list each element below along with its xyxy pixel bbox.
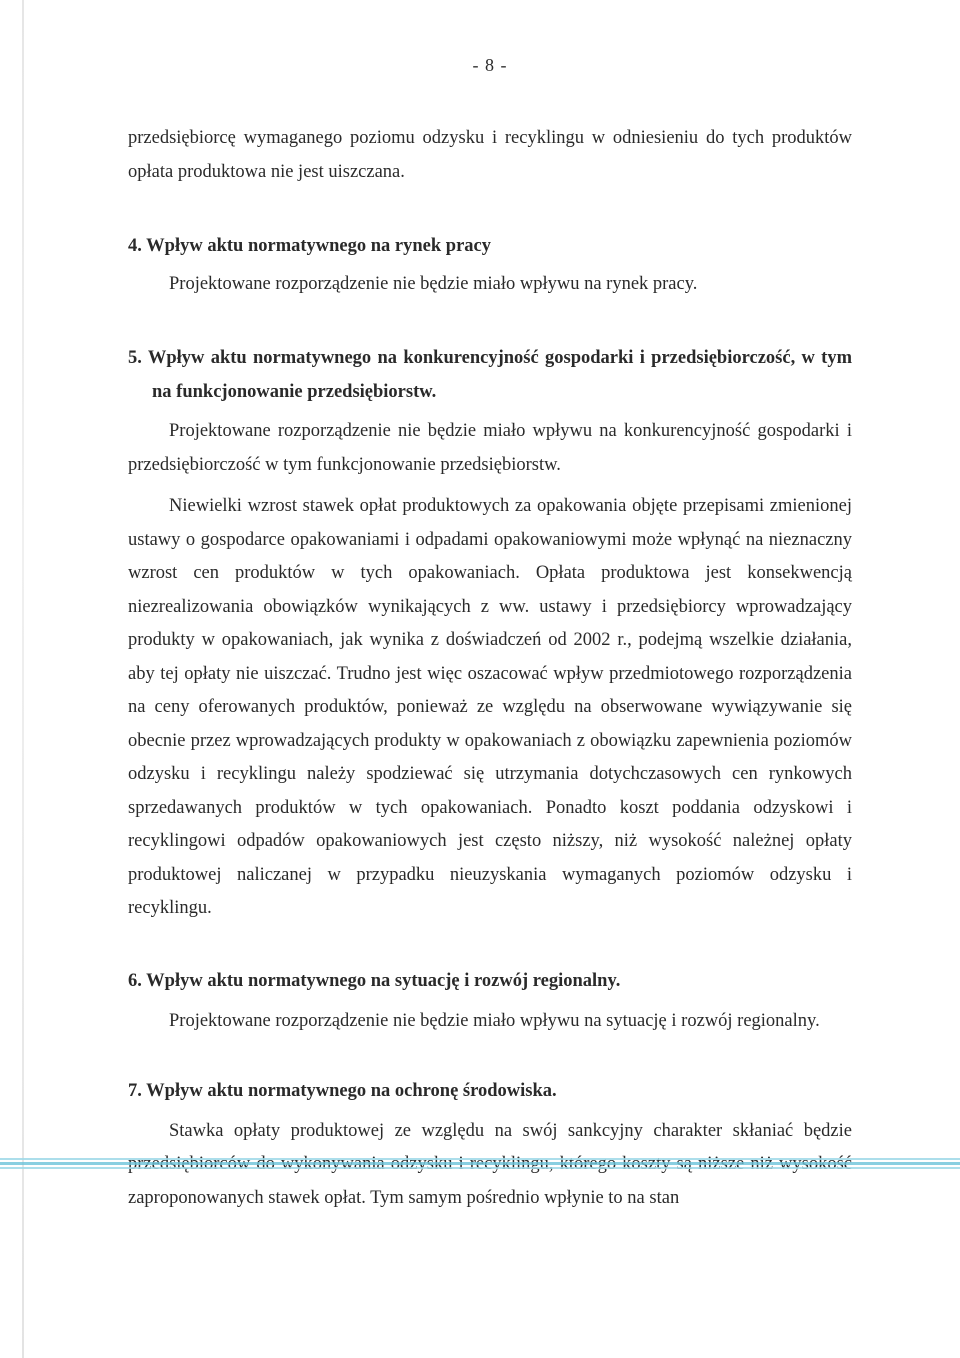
section-4-heading: 4. Wpływ aktu normatywnego na rynek pracy [128, 236, 491, 256]
section-5 [128, 342, 852, 926]
section-6-heading: 6. Wpływ aktu normatywnego na sytuację i rozwój regionalny. [128, 971, 621, 991]
section-4 [128, 230, 852, 301]
page-number: - 8 - [472, 55, 508, 75]
section-6-paragraph: Projektowane rozporządzenie nie będzie miało wpływu na sytuację i rozwój regionalny. [169, 1010, 820, 1031]
section-6 [128, 965, 852, 1038]
section-7-paragraph: Stawka opłaty produktowej ze względu na swój sankcyjny charakter skłaniać będzie zaproponowanych stawek opłat. Tym samym pośrednio wpłynie to na stan [128, 1120, 852, 1208]
section-5-paragraph-1: Projektowane rozporządzenie nie będzie miało wpływu na konkurencyjność gospodarki i przedsiębiorczość w tym funkcjonowanie przedsiębiorstw. [128, 421, 852, 475]
scan-artifact-stripe [0, 1156, 960, 1170]
scan-edge-line [22, 0, 24, 1358]
section-5-paragraph-2: Niewielki wzrost stawek opłat produktowych za opakowania objęte przepisami zmienionej ustawy o gospodarce opakowaniami i odpadami opakowaniowymi może wpłynąć na nieznaczny wzrost cen produktów w tych opakowaniach. Opłata produktowa jest konsekwencją niezrealizowania obowiązków wynikających z ww. ustawy i przedsiębiorcy wprowadzający produkty w opakowaniach, jak wynika z doświadczeń od 2002 r., podejmą wszelkie działania, aby tej opłaty nie uiszczać. Trudno jest więc oszacować wpływ przedmiotowego rozporządzenia na ceny oferowanych produktów, ponieważ ze względu na obserwowane wywiązywanie się obecnie przez wprowadzających produkty w opakowaniach z obowiązku zapewnienia poziomów odzysku i recyklingu należy spodziewać się utrzymania dotychczasowych cen rynkowych sprzedawanych produktów w tych opakowaniach. Ponadto koszt poddania odzyskowi i recyklingowi odpadów opakowaniowych jest często niższy, niż wysokość należnej opłaty produktowej naliczanej w przypadku nieuzyskania wymaganych poziomów odzysku i recyklingu. [128, 496, 852, 918]
section-7 [128, 1075, 852, 1215]
section-7-heading: 7. Wpływ aktu normatywnego na ochronę środowiska. [128, 1081, 557, 1101]
section-5-heading: 5. Wpływ aktu normatywnego na konkurencyjność gospodarki i przedsiębiorczość, w tym na funkcjonowanie przedsiębiorstw. [128, 348, 852, 402]
section-4-paragraph: Projektowane rozporządzenie nie będzie miało wpływu na rynek pracy. [169, 273, 698, 294]
paragraph-text: przedsiębiorcę wymaganego poziomu odzysku i recyklingu w odniesieniu do tych produktów opłata produktowa nie jest uiszczana. [128, 128, 852, 182]
paragraph-continuation [128, 122, 852, 189]
